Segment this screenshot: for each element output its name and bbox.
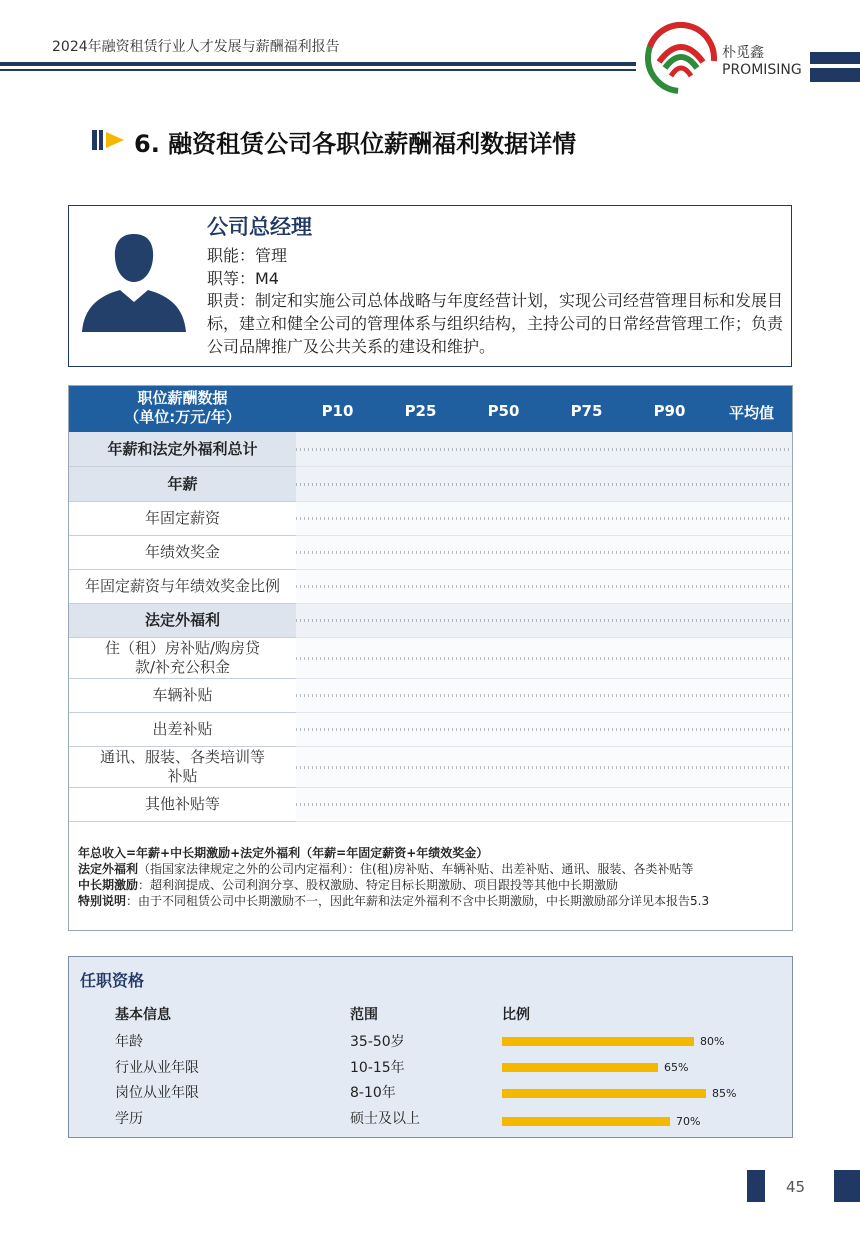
qualification-panel <box>68 956 793 1138</box>
logo-english-name: PROMISING <box>722 62 802 78</box>
note-special-text: ：由于不同租赁公司中长期激励不一，因此年薪和法定外福利不含中长期激励，中长期激励部分详见本报告5.3 <box>126 894 710 908</box>
note-special <box>78 893 788 909</box>
promising-logo-icon <box>645 22 717 94</box>
note-incentive-text: ：超利润提成、公司利润分享、股权激励、特定目标长期激励、项目跟投等其他中长期激励 <box>138 878 619 892</box>
table-row-label: 年固定薪资 <box>69 502 296 536</box>
section-title: 6. 融资租赁公司各职位薪酬福利数据详情 <box>134 130 577 158</box>
table-header-label-line1: 职位薪酬数据 <box>137 389 228 407</box>
qualification-bar <box>502 1089 706 1098</box>
column-header-p25: P25 <box>404 402 437 420</box>
obscured-data-cells <box>296 467 792 502</box>
table-row-label: 年薪和法定外福利总计 <box>69 432 296 467</box>
table-row-label: 年绩效奖金 <box>69 536 296 570</box>
column-header-average: 平均值 <box>728 404 774 422</box>
column-header-p10: P10 <box>321 402 354 420</box>
obscured-data-cells <box>296 713 792 747</box>
table-row-label: 通讯、服装、各类培训等补贴 <box>69 747 296 788</box>
note-welfare-text: （指国家法律规定之外的公司内定福利）：住(租)房补贴、车辆补贴、出差补贴、通讯、服装、各类补贴等 <box>138 862 694 876</box>
note-welfare <box>78 861 788 877</box>
job-grade: 职等：M4 <box>207 269 279 288</box>
table-row-label: 车辆补贴 <box>69 679 296 713</box>
qualification-percent: 70% <box>676 1115 701 1128</box>
qualification-percent: 65% <box>664 1061 689 1074</box>
column-header-p50: P50 <box>487 402 520 420</box>
header-accent-bar <box>810 68 860 82</box>
footer-accent-bar <box>834 1170 860 1202</box>
header-rule-thick <box>0 62 636 66</box>
obscured-data-cells <box>296 432 792 467</box>
qualification-bar <box>502 1117 670 1126</box>
table-header-label <box>69 389 296 427</box>
table-row-label: 出差补贴 <box>69 713 296 747</box>
note-total-income: 年总收入=年薪+中长期激励+法定外福利（年薪=年固定薪资+年绩效奖金） <box>78 846 489 860</box>
qualification-col-basic: 基本信息 <box>115 1007 171 1023</box>
header-rule-thin <box>0 69 636 71</box>
obscured-data-cells <box>296 604 792 638</box>
header-accent-bar <box>810 52 860 64</box>
column-header-p90: P90 <box>653 402 686 420</box>
qualification-range: 8-10年 <box>350 1085 396 1101</box>
qualification-title: 任职资格 <box>80 971 145 990</box>
qualification-range: 硕士及以上 <box>350 1111 420 1127</box>
qualification-percent: 85% <box>712 1087 737 1100</box>
qualification-col-range: 范围 <box>350 1007 378 1023</box>
obscured-data-cells <box>296 788 792 822</box>
obscured-data-cells <box>296 638 792 679</box>
footer-accent-bar <box>747 1170 765 1202</box>
page-number: 45 <box>786 1178 806 1196</box>
qualification-range: 10-15年 <box>350 1060 405 1076</box>
table-row-label: 年薪 <box>69 467 296 502</box>
qualification-bar <box>502 1063 658 1072</box>
table-notes <box>78 845 788 909</box>
report-title: 2024年融资租赁行业人才发展与薪酬福利报告 <box>52 39 340 55</box>
table-row-label: 其他补贴等 <box>69 788 296 822</box>
table-row-label: 住（租）房补贴/购房贷款/补充公积金 <box>69 638 296 679</box>
note-incentive <box>78 877 788 893</box>
table-header-label-line2: （单位:万元/年） <box>124 408 241 426</box>
obscured-data-cells <box>296 747 792 788</box>
logo-chinese-name: 朴觅鑫 <box>722 45 764 61</box>
qualification-range: 35-50岁 <box>350 1034 405 1050</box>
note-incentive-key: 中长期激励 <box>78 878 139 892</box>
job-title: 公司总经理 <box>207 215 312 239</box>
obscured-data-cells <box>296 679 792 713</box>
note-welfare-key: 法定外福利 <box>78 862 139 876</box>
section-bullet-icon <box>92 130 128 150</box>
qualification-bar <box>502 1037 694 1046</box>
job-duty: 职责：制定和实施公司总体战略与年度经营计划，实现公司经营管理目标和发展目标，建立和健全公司的管理体系与组织结构，主持公司的日常经营管理工作；负责公司品牌推广及公共关系的建设和维护。 <box>207 291 784 356</box>
obscured-data-cells <box>296 570 792 604</box>
qualification-label: 行业从业年限 <box>115 1060 199 1076</box>
qualification-label: 岗位从业年限 <box>115 1085 199 1101</box>
obscured-data-cells <box>296 502 792 536</box>
qualification-label: 年龄 <box>115 1034 143 1050</box>
person-avatar-icon <box>78 228 190 332</box>
qualification-label: 学历 <box>115 1111 143 1127</box>
job-function: 职能：管理 <box>207 246 288 265</box>
column-header-p75: P75 <box>570 402 603 420</box>
qualification-percent: 80% <box>700 1035 725 1048</box>
note-special-key: 特别说明 <box>78 894 127 908</box>
qualification-col-ratio: 比例 <box>502 1007 530 1023</box>
table-row-label: 年固定薪资与年绩效奖金比例 <box>69 570 296 604</box>
obscured-data-cells <box>296 536 792 570</box>
table-row-label: 法定外福利 <box>69 604 296 638</box>
